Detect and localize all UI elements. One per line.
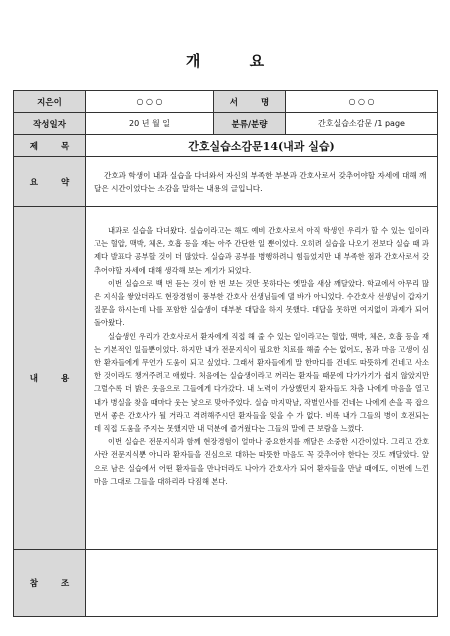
summary-text: 간호과 학생이 내과 실습을 다녀와서 자신의 부족한 부분과 간호사로서 갖추어야할 자세에 대해 깨달은 시간이었다는 소감을 말하는 내용의 글입니다. (94, 170, 427, 193)
summary-value (86, 157, 438, 207)
content-paragraph-2: 이번 실습으로 백 번 듣는 것이 한 번 보는 것만 못하다는 옛말을 새삼 깨달았다. 학교에서 아무리 많은 지식을 쌓았더라도 현장경험이 풍부한 간호사 선생님들에 댈 바가 아니었다. 수간호사 선생님이 갑자기 질문을 하시는데 나를 포함한 실습생이 대부분 대답을 하지 못했다. 대답을 못하면 여지없이 과제가 되어 돌아왔다. (94, 278, 429, 328)
page-title: 개 요 (185, 52, 287, 70)
content-label: 내 용 (14, 207, 86, 550)
content-paragraph-3: 실습생인 우리가 간호사로서 환자에게 직접 해 줄 수 있는 일이라고는 혈압, 맥박, 체온, 호흡 등을 재는 기본적인 일들뿐이었다. 하지만 내가 전문지식이 필요한 치료를 해줄 수는 없어도, 몸과 마음 고생이 심한 환자들에게 무언가 도움이 되고 싶었다. 그래서 환자들에게 말 한마디를 건네도 따뜻하게 건네고 사소한 것이라도 챙겨주려고 애썼다. 처음에는 실습생이라고 꺼리는 환자들 때문에 다가가기가 쉽지 않았지만 그럴수록 더 밝은 웃음으로 그들에게 다가갔다. 내 노력이 가상했던지 환자들도 차츰 나에게 마음을 열고 내가 병실을 찾을 때마다 웃는 낯으로 맞아주었다. 실습 마지막날, 작별인사를 건네는 나에게 손을 꼭 잡으면서 좋은 간호사가 될 거라고 격려해주시던 환자들을 잊을 수 가 없다. 비록 내가 그들의 병이 호전되는 데 직접 도움을 주지는 못했지만 내 덕분에 즐거웠다는 그들의 말에 큰 보람을 느꼈다. (94, 331, 429, 434)
author-label: 지은이 (14, 91, 86, 113)
reference-label: 참 조 (14, 550, 86, 617)
category-label: 분류/분량 (214, 113, 286, 135)
signature-value: ○ ○ ○ (286, 91, 438, 113)
subject-value: 간호실습소감문14(내과 실습) (86, 135, 438, 157)
subject-label: 제 목 (14, 135, 86, 157)
author-value: ○ ○ ○ (86, 91, 214, 113)
content-paragraph-4: 이번 실습은 전문지식과 함께 현장경험이 얼마나 중요한지를 깨달은 소중한 시간이었다. 그리고 간호사란 전문지식뿐 아니라 환자들을 진심으로 대하는 따뜻한 마음도 꼭 갖추어야 한다는 것도 깨달았다. 앞으로 남은 실습에서 어떤 환자들을 만나더라도 나아가 간호사가 되어 환자들을 만날 때에도, 이번에 느낀 마음 그대로 그들을 대하리라 다짐해 본다. (94, 437, 429, 486)
content-paragraph-1: 내과로 실습을 다녀왔다. 실습이라고는 해도 예비 간호사로서 아직 학생인 우리가 할 수 있는 일이라고는 혈압, 맥박, 체온, 호흡 등을 재는 아주 간단한 일 뿐이었다. 오히려 실습을 나오기 전보다 실습 때 과제다 발표다 공부할 것이 더 많았다. 실습과 공부를 병행하려니 힘들었지만 내 부족한 점과 간호사로서 갖추어야할 자세에 대해 생각해 보는 계기가 되었다. (94, 226, 429, 275)
summary-label: 요 약 (14, 157, 86, 207)
date-value: 20 년 월 일 (86, 113, 214, 135)
date-label: 작성일자 (14, 113, 86, 135)
document-table (13, 90, 438, 617)
content-body (86, 207, 438, 550)
category-value: 간호실습소감문 /1 page (286, 113, 438, 135)
signature-label: 서 명 (214, 91, 286, 113)
reference-value (86, 550, 438, 617)
